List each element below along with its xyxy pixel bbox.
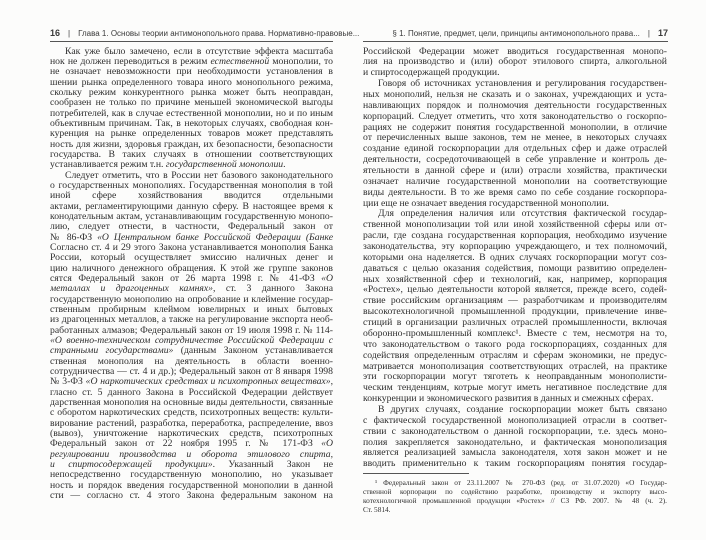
text: матривается монополизация соответствующих отраслей, на практике: [363, 361, 667, 372]
text-line: [363, 448, 667, 459]
text-line: [50, 119, 333, 129]
italic-text: «О наркотических средствах и психотропных веществах»: [85, 377, 331, 388]
text: стиций в организации различных отраслей промышленности, включая: [363, 318, 667, 329]
text-line: [363, 329, 667, 340]
text-line: [50, 98, 333, 108]
text-line: [363, 496, 667, 505]
text: . Указанный Закон не: [212, 460, 333, 471]
text-line: [363, 505, 667, 514]
text: ,: [330, 377, 333, 388]
italic-text: странными государствами»: [50, 346, 174, 357]
text-line: [363, 318, 667, 329]
text-line: [50, 140, 333, 150]
text: навливающих порядок и полномочия деятельности государственных: [363, 100, 667, 111]
text-line: [50, 315, 333, 325]
right-running-head-text: § 1. Понятие, предмет, цели, принципы антимонопольного права...: [392, 29, 640, 38]
text-line: [65, 47, 333, 57]
footnote-rule: [363, 473, 469, 474]
text-line: [363, 166, 667, 177]
text-line: [50, 439, 333, 449]
text: .: [283, 160, 286, 171]
text: нок не должен переводиться в режим: [50, 57, 211, 68]
text-line: [378, 209, 667, 220]
text-line: [50, 129, 333, 139]
text-line: [363, 123, 667, 134]
text: дарственная монополия на основные виды деятельности, связанные: [50, 398, 333, 409]
italic-text: «О Центральном банке Российской Федерации (Банке: [97, 232, 333, 243]
text-line: [50, 109, 333, 119]
text: из драгоценных металлов, а также на регулирование экспорта необ-: [50, 315, 333, 326]
text: деятельности, сосредоточивающей в себе управление и контроль де-: [363, 155, 667, 166]
text: расли, где создана государственная корпорация, необходимо изучение: [363, 231, 667, 242]
text-line: [50, 181, 333, 191]
text: эти госкорпорации могут тяготеть к неоправданным монополисти-: [363, 372, 667, 383]
text: которыми она наделяется. В одних случаях госкорпорации могут соз-: [363, 252, 667, 263]
text-line: [363, 275, 667, 286]
text: не означает невозможности при необходимости установления в: [50, 67, 333, 78]
text: Согласно ст. 4 и 29 этого Закона устанавливается монополия Банка: [50, 243, 333, 254]
text: скольку режим конкурентного рынка может быть неоправдан,: [50, 88, 333, 99]
text-line: [50, 357, 333, 367]
text-line: [50, 346, 333, 356]
text: ствие российским организациям — разработчикам и производителям: [363, 296, 667, 307]
text: вирование растений, разработка, переработка, распределение, ввоз: [50, 418, 333, 429]
text-line: [363, 383, 667, 394]
text-line: [50, 243, 333, 253]
text-line: [50, 88, 333, 98]
text: полия закрепляется законодательно, и фактическая монополизация: [363, 437, 667, 448]
text: № 3-ФЗ: [50, 377, 86, 388]
text: потребителей, как в случае естественной монополии, но и по иным: [50, 108, 333, 119]
text-line: [50, 398, 333, 408]
right-page-number: 17: [657, 28, 668, 38]
text-line: [363, 112, 667, 123]
text: сообразен не только по причине меньшей экономической выгоды: [50, 98, 333, 109]
text-line: [50, 202, 333, 212]
text-line: [50, 377, 333, 387]
text: ных монополий, нельзя не сказать и о законах, учреждающих и уста-: [363, 90, 667, 100]
text: (вывоз), уничтожение наркотических средств, психотропных: [50, 429, 333, 440]
right-running-head: [392, 27, 668, 39]
text-line: [50, 253, 333, 263]
text: означает наличие государственной монополии на соответствующие: [363, 176, 667, 187]
text: котехнологичной промышленной продукции «Ростех» // СЗ РФ. 2007. № 48 (ч. 2).: [363, 495, 667, 505]
text: является реализацией замысла законодателя, хотя закон может и не: [363, 448, 667, 459]
italic-text: государственной монополии: [165, 160, 284, 171]
text-line: [50, 160, 333, 170]
text: иной сфере хозяйствования вводится отдельными: [50, 191, 333, 202]
header-separator: |: [68, 29, 71, 38]
text-line: [50, 491, 333, 501]
text: Как уже было замечено, если в отсутствие эффекта масштаба: [65, 46, 333, 57]
text: вводить применительно к таким госкорпорациям понятия государ-: [363, 459, 667, 470]
text: законодательства, эту корпорацию учреждающего, и тех полномочий,: [363, 242, 667, 253]
text-line: [50, 336, 333, 346]
text: В других случаях, создание госкорпорации может быть связано: [378, 404, 667, 415]
text: ность и порядок введения государственной монополии в данной: [50, 480, 333, 491]
text-line: [50, 78, 333, 88]
text: ственная монополия на деятельность в области военно-: [50, 356, 333, 367]
text-line: [363, 438, 667, 449]
text-line: [50, 233, 333, 243]
text-line: [50, 212, 333, 222]
text: Федеральный закон от 22 ноября 1995 г. № 171-ФЗ: [50, 439, 322, 450]
text-line: [363, 351, 667, 362]
text-line: [50, 408, 333, 418]
text: «Ростех», целью деятельности которой является, прежде всего, содей-: [363, 285, 667, 296]
italic-text: «О: [321, 274, 333, 285]
text-line: [363, 427, 667, 438]
text: государства. В таких случаях в отношении соответствующих: [50, 150, 333, 161]
text: сти — согласно ст. 4 этого Закона федеральным законом на: [50, 491, 333, 502]
text: конодательным актам, устанавливающим государственную монопо-: [50, 212, 333, 223]
text: содействия определенным отраслям и сферам экономики, не предус-: [363, 350, 667, 361]
left-running-head-text: Глава 1. Основы теории антимонопольного права. Нормативно-правовые...: [78, 29, 360, 38]
text: объективным причинам. Так, в некоторых случаях, свободная кон-: [50, 119, 333, 130]
italic-text: естественной: [210, 57, 270, 68]
text: с оборотом наркотических средств, психотропных веществ: культи-: [50, 408, 333, 419]
text: оборонно-промышленный комплекс¹. Вместе с тем, несмотря на то,: [363, 328, 667, 339]
text-line: [50, 222, 333, 232]
text-line: [363, 394, 667, 405]
text-line: [378, 405, 667, 416]
text: корпораций. Следует отметить, что хотя законодательство о госкорпо-: [363, 111, 667, 122]
text-line: [50, 67, 333, 77]
text-line: [363, 144, 667, 155]
text: высокотехнологичной промышленной продукции, привлечение инве-: [363, 307, 667, 318]
text: цию наличного денежного обращения. К этой же группе законов: [50, 263, 333, 274]
text-line: [65, 171, 333, 181]
text-line: [363, 57, 667, 68]
text: ных хозяйственной сфер и технологий, как, например, корпорация: [363, 274, 667, 285]
text: ность для жизни, здоровья граждан, их безопасности, безопасности: [50, 139, 333, 150]
text-line: [363, 68, 667, 79]
italic-text: регулировании производства и оборота этилового спирта,: [50, 449, 333, 460]
text: сятся Федеральный закон от 26 марта 1998 г. № 41-ФЗ: [50, 274, 322, 285]
text: ¹ Федеральный закон от 23.11.2007 № 270-ФЗ (ред. от 31.07.2020) «О Государ-: [375, 477, 667, 487]
text-line: [50, 57, 333, 67]
text: ственной монополизации той или иной хозяйственной сферы или от-: [363, 220, 667, 231]
text: куренция на рынке определенных товаров может представлять: [50, 129, 333, 140]
text: Для определения наличия или отсутствия фактической государ-: [378, 209, 667, 220]
text: от перечисленных выше законов, тем не менее, в некоторых случаях: [363, 133, 667, 144]
text: ции еще не означает введения государственной монополии.: [363, 198, 609, 209]
text: с фактической государственной монополизацией отрасли в соответ-: [363, 415, 667, 426]
text-line: [50, 470, 333, 480]
text: сотрудничества — ст. 4 и др.); Федеральный закон от 8 января 1998: [50, 367, 333, 378]
italic-text: и спиртосодержащей продукции»: [50, 460, 213, 471]
text-line: [363, 199, 667, 210]
italic-text: «О: [321, 439, 333, 450]
text-line: [363, 90, 667, 101]
text-line: [50, 419, 333, 429]
text-line: [363, 372, 667, 383]
italic-text: металлах и драгоценных камнях»: [50, 284, 214, 295]
text-line: [50, 295, 333, 305]
text-line: [363, 47, 667, 58]
text: монополии, то: [272, 57, 333, 68]
text: непосредственно государственную монополию, но указывает: [50, 470, 333, 481]
text: Говоря об источниках установления и регулирования государствен-: [378, 79, 667, 90]
text-line: [363, 242, 667, 253]
text: ственной корпорации по содействию разработке, производству и экспорту высо-: [363, 486, 667, 496]
text-line: [363, 362, 667, 373]
text: ятельности в данной сфере и (или) отрасли хозяйства, практически: [363, 166, 667, 177]
text: , ст. 3 данного Закона: [213, 284, 333, 295]
text: рациях не содержит понятия государственной монополии, в отличие: [363, 122, 667, 133]
text: работанных алмазов; Федеральный закон от 19 июля 1998 г. № 114-: [50, 325, 333, 336]
text: лию, следует отнести, в частности, Федеральный закон от: [50, 222, 333, 233]
text: создание единой госкорпорации для отдельных сфер и даже отраслей: [363, 144, 667, 155]
text-line: [363, 416, 667, 427]
text: даваться с целью оказания содействия, помощи развитию определен-: [363, 263, 667, 274]
left-page-number: 16: [50, 28, 61, 38]
text: устанавливается режим т.н.: [50, 160, 166, 171]
text: Следует отметить, что в России нет базового законодательного: [65, 170, 333, 181]
text: актами, регламентирующими данную сферу. В настоящее время к: [50, 201, 333, 212]
text: России, который осуществляет эмиссию наличных денег и: [50, 253, 333, 264]
text-line: [363, 264, 667, 275]
text-line: [363, 340, 667, 351]
text: лия на производство и (или) оборот этилового спирта, алкогольной: [363, 57, 667, 68]
text-line: [363, 253, 667, 264]
text-line: [363, 231, 667, 242]
text: и спиртосодержащей продукции.: [363, 68, 500, 79]
text: ческим тенденциям, котрые могут иметь негативное последствие для: [363, 383, 667, 394]
text: конкуренции и экономического развития в данных и смежных сферах.: [363, 394, 654, 405]
text-line: [50, 450, 333, 460]
text-line: [50, 305, 333, 315]
text-line: [363, 285, 667, 296]
text: Российской Федерации может вводиться государственная монопо-: [363, 46, 667, 57]
text-line: [363, 133, 667, 144]
text: что законодательством о такого рода госкорпорациях, созданных для: [363, 339, 667, 350]
text-line: [363, 188, 667, 199]
text-line: [50, 326, 333, 336]
text: шении рынка определенного товара иного монопольного режима,: [50, 77, 333, 88]
text: гласно ст. 5 данного Закона в Российской Федерации действует: [50, 387, 333, 398]
text-line: [50, 388, 333, 398]
text-line: [50, 367, 333, 377]
text-line: [50, 150, 333, 160]
text-line: [378, 79, 667, 90]
text-line: [50, 274, 333, 284]
text-line: [363, 101, 667, 112]
text-line: [50, 481, 333, 491]
text-line: [50, 460, 333, 470]
text: № 86-ФЗ: [50, 232, 98, 243]
left-running-head: [50, 27, 359, 39]
text-line: [363, 155, 667, 166]
text-line: [50, 284, 333, 294]
text-line: [363, 220, 667, 231]
italic-text: «О военно-техническом сотрудничестве Российской Федерации с: [50, 336, 333, 347]
text-line: [50, 264, 333, 274]
left-header-rule: [50, 41, 333, 42]
text-line: [363, 177, 667, 188]
text: (данным Законом устанавливается: [180, 346, 333, 357]
header-separator: |: [647, 29, 650, 38]
text: Ст. 5814.: [363, 504, 391, 514]
text-line: [363, 307, 667, 318]
text-line: [50, 429, 333, 439]
text-line: [363, 487, 667, 496]
text: ственным пробирным клеймом ювелирных и иных бытовых: [50, 305, 333, 316]
text-line: [363, 296, 667, 307]
text-line: [363, 459, 667, 470]
text: государственную монополию на опробование и клеймение государ-: [50, 294, 333, 305]
text-line: [50, 191, 333, 201]
text-line: [375, 478, 667, 487]
text: ствии с законодательством о данной госкорпорации, т.е. здесь моно-: [363, 426, 667, 437]
text: виды деятельности. В то же время само по себе создание госкорпора-: [363, 187, 667, 198]
text: о государственных монополиях. Государственная монополия в той: [50, 181, 333, 192]
right-header-rule: [363, 41, 668, 42]
